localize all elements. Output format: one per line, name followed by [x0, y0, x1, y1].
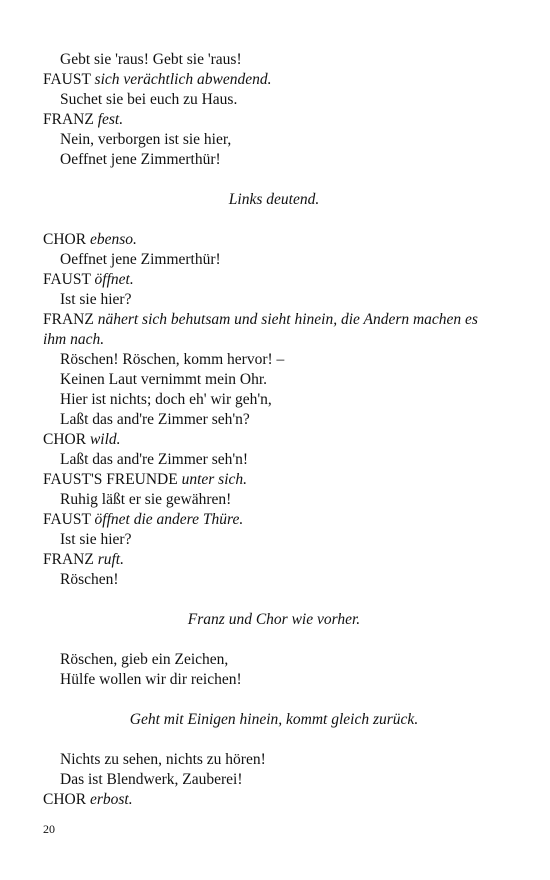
- speaker-line: [43, 230, 505, 250]
- speaker-line: [43, 70, 505, 90]
- speaker-name: FAUST: [43, 511, 91, 528]
- speaker-line: [43, 110, 505, 130]
- speaker-direction: unter sich.: [181, 471, 248, 488]
- speaker-line: [43, 510, 505, 530]
- speaker-line: [43, 470, 505, 490]
- verse-line: Hülfe wollen wir dir reichen!: [60, 671, 242, 688]
- verse-line: Gebt sie 'raus! Gebt sie 'raus!: [60, 51, 242, 68]
- verse-line: Nichts zu sehen, nichts zu hören!: [60, 751, 266, 768]
- speaker-name: FRANZ: [43, 111, 94, 128]
- verse-line: Oeffnet jene Zimmerthür!: [60, 251, 221, 268]
- stage-direction: Franz und Chor wie vorher.: [187, 611, 361, 628]
- speaker-line: [43, 550, 505, 570]
- stage-direction: Links deutend.: [228, 191, 320, 208]
- page-number: 20: [43, 822, 55, 836]
- speaker-direction: öffnet.: [94, 271, 134, 288]
- verse-line: Nein, verborgen ist sie hier,: [60, 131, 232, 148]
- verse-line: Röschen, gieb ein Zeichen,: [60, 651, 229, 668]
- speaker-direction: nähert sich behutsam und sieht hinein, die Andern machen es ihm nach.: [43, 311, 478, 348]
- verse-line: Laßt das and're Zimmer seh'n!: [60, 451, 249, 468]
- speaker-direction: öffnet die andere Thüre.: [94, 511, 244, 528]
- speaker-name: FRANZ: [43, 551, 94, 568]
- speaker-name: FAUST: [43, 271, 91, 288]
- stage-direction: Geht mit Einigen hinein, kommt gleich zurück.: [129, 711, 419, 728]
- verse-line: Röschen!: [60, 571, 119, 588]
- speaker-line: [43, 270, 505, 290]
- speaker-name: FRANZ: [43, 311, 94, 328]
- speaker-line: [43, 790, 505, 810]
- speaker-name: CHOR: [43, 231, 87, 248]
- speaker-direction: fest.: [97, 111, 124, 128]
- verse-line: Ist sie hier?: [60, 291, 132, 308]
- speaker-name: CHOR: [43, 431, 87, 448]
- verse-line: Hier ist nichts; doch eh' wir geh'n,: [60, 391, 272, 408]
- speaker-name: FAUST: [43, 71, 91, 88]
- speaker-direction: erbost.: [89, 791, 133, 808]
- verse-line: Ruhig läßt er sie gewähren!: [60, 491, 232, 508]
- verse-line: Suchet sie bei euch zu Haus.: [60, 91, 238, 108]
- speaker-name: CHOR: [43, 791, 87, 808]
- speaker-direction: sich verächtlich abwendend.: [94, 71, 272, 88]
- speaker-direction: ruft.: [97, 551, 124, 568]
- speaker-direction: ebenso.: [89, 231, 137, 248]
- speaker-line: [43, 430, 505, 450]
- speaker-direction: wild.: [89, 431, 121, 448]
- verse-line: Oeffnet jene Zimmerthür!: [60, 151, 221, 168]
- verse-line: Keinen Laut vernimmt mein Ohr.: [60, 371, 268, 388]
- speaker-name: FAUST'S FREUNDE: [43, 471, 178, 488]
- speaker-line: [43, 310, 505, 350]
- verse-line: Röschen! Röschen, komm hervor! –: [60, 351, 285, 368]
- verse-line: Das ist Blendwerk, Zauberei!: [60, 771, 243, 788]
- verse-line: Ist sie hier?: [60, 531, 132, 548]
- verse-line: Laßt das and're Zimmer seh'n?: [60, 411, 250, 428]
- page-text: [43, 50, 505, 810]
